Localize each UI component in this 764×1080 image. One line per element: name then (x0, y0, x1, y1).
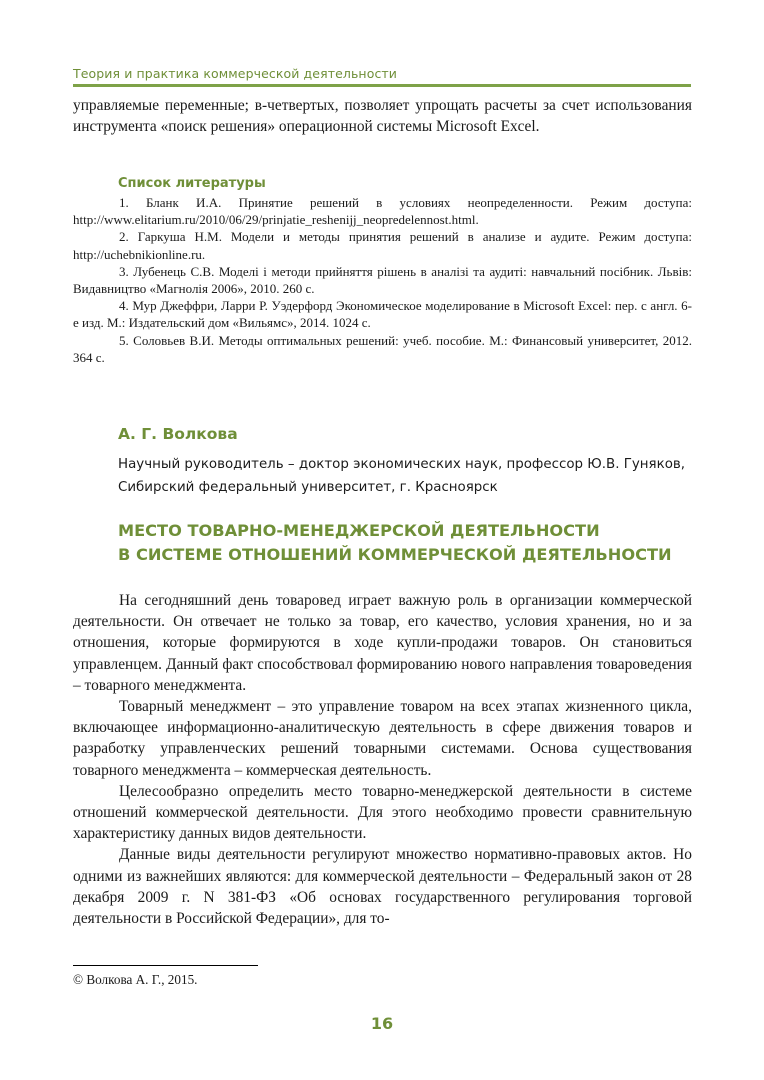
page-number: 16 (370, 1014, 394, 1033)
references-title: Список литературы (118, 176, 266, 191)
reference-item: 4. Мур Джеффри, Ларри Р. Уэдерфорд Экономическое моделирование в Microsoft Excel: пер. с англ. 6-е изд. М.: Издательский дом «Вильямс», 2014. 1024 с. (73, 298, 692, 331)
affiliation-line-2: Сибирский федеральный университет, г. Красноярск (118, 480, 498, 495)
article-title-line-2: В СИСТЕМЕ ОТНОШЕНИЙ КОММЕРЧЕСКОЙ ДЕЯТЕЛЬНОСТИ (118, 545, 672, 564)
intro-paragraph: управляемые переменные; в-четвертых, позволяет упрощать расчеты за счет использования инструмента «поиск решения» операционной системы Microsoft Excel. (73, 97, 692, 136)
reference-item: 2. Гаркуша Н.М. Модели и методы принятия решений в анализе и аудите. Режим доступа: http://uchebnikionline.ru. (73, 229, 692, 262)
body-paragraph: На сегодняшний день товаровед играет важную роль в организации коммерческой деятельности. Он отвечает не только за товар, его качество, условия хранения, но и за отношения, которые формируются в ходе купли-продажи товаров. Он становиться управленцем. Данный факт способствовал формированию нового направления товароведения – товарного менеджмента. (73, 592, 692, 694)
header-rule (73, 84, 691, 87)
footnote-rule (73, 965, 258, 966)
reference-item: 3. Лубенець С.В. Моделі і методи прийняття рішень в аналізі та аудиті: навчальний посібник. Львів: Видавництво «Магнолія 2006», 2010. 260 с. (73, 263, 692, 297)
author-name: А. Г. Волкова (118, 425, 238, 443)
body-paragraph: Данные виды деятельности регулируют множество нормативно-правовых актов. Но одними из важнейших являются: для коммерческой деятельности – Федеральный закон от 28 декабря 2009 г. N 381-ФЗ «Об основах государственного регулирования торговой деятельности в Российской Федерации», для то- (73, 846, 692, 928)
body-paragraph: Товарный менеджмент – это управление товаром на всех этапах жизненного цикла, включающее информационно-аналитическую деятельность в сфере движения товаров и разработку управленческих решений товарными системами. Основа существования товарного менеджмента – коммерческая деятельность. (73, 698, 692, 779)
reference-item: 1. Бланк И.А. Принятие решений в условиях неопределенности. Режим доступа: http://www.elitarium.ru/2010/06/29/prinjatie_reshenijj_neopredelennost.html. (73, 195, 692, 228)
reference-item: 5. Соловьев В.И. Методы оптимальных решений: учеб. пособие. М.: Финансовый университет, 2012. 364 с. (73, 332, 692, 365)
article-body (73, 590, 692, 929)
footnote: © Волкова А. Г., 2015. (73, 972, 198, 987)
intro-continuation-block (73, 95, 692, 137)
affiliation-line-1: Научный руководитель – доктор экономических наук, профессор Ю.В. Гуняков, (118, 457, 686, 472)
running-header: Теория и практика коммерческой деятельности (73, 66, 398, 81)
article-title-line-1: МЕСТО ТОВАРНО-МЕНЕДЖЕРСКОЙ ДЕЯТЕЛЬНОСТИ (118, 521, 600, 540)
body-paragraph: Целесообразно определить место товарно-менеджерской деятельности в системе отношений коммерческой деятельности. Для этого необходимо провести сравнительную характеристику данных видов деятельности. (73, 782, 692, 843)
references-list (73, 194, 692, 366)
